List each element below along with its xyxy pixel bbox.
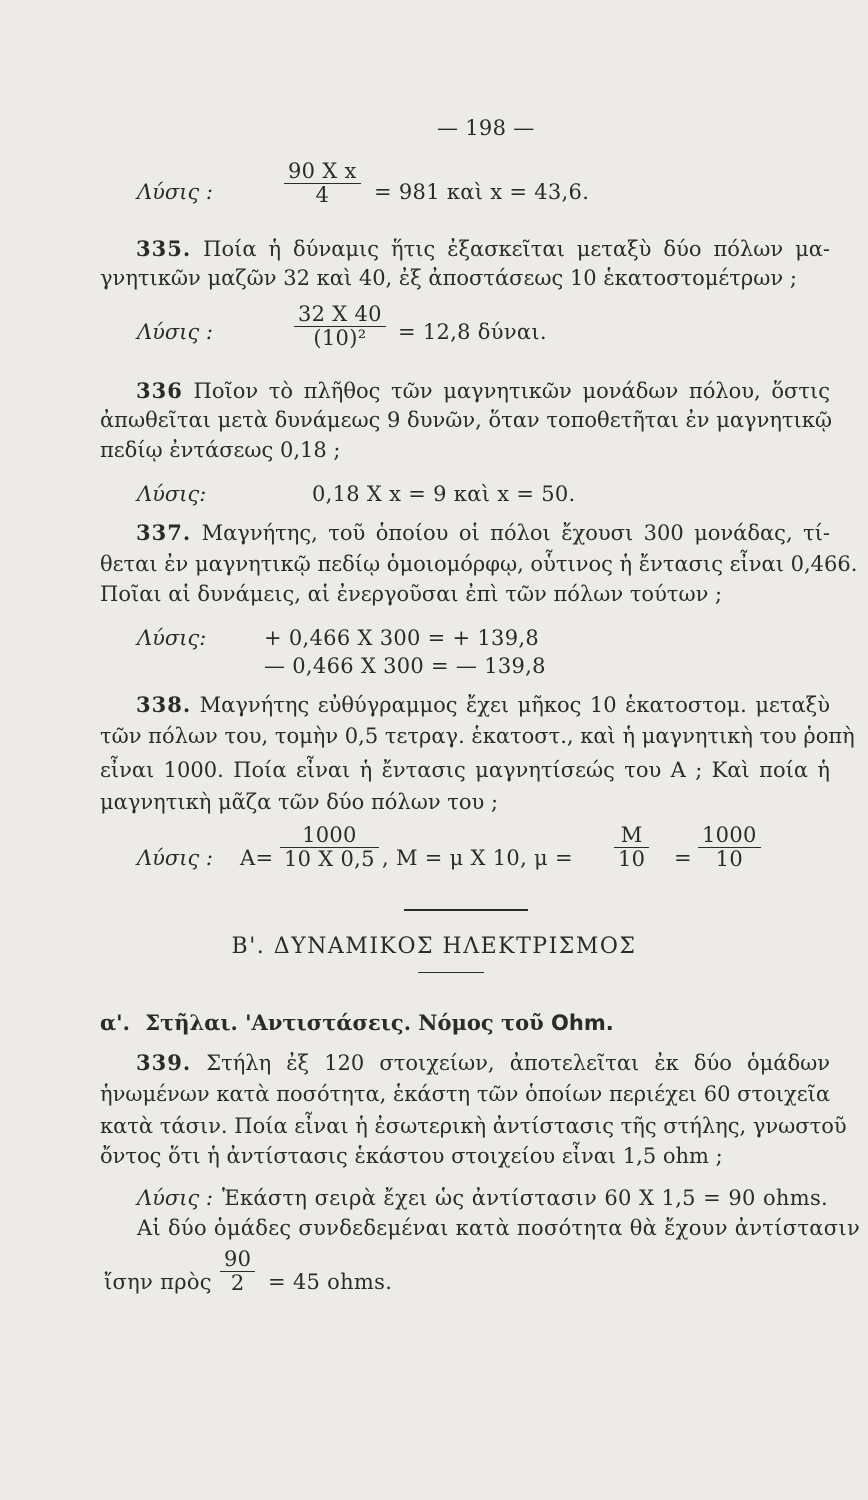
- problem-text: Μαγνήτης, τοῦ ὁποίου οἱ πόλοι ἔχουσι 300 μονάδας, τί-: [201, 521, 830, 545]
- equation: 0,18 X x = 9 καὶ x = 50.: [312, 482, 576, 506]
- fraction-denominator: 10: [715, 847, 743, 872]
- solution-text: = 45 ohms.: [268, 1270, 393, 1294]
- equation-rest: = 12,8 δύναι.: [398, 320, 547, 344]
- fraction-numerator: Μ: [614, 824, 649, 848]
- problem-line: κατὰ τάσιν. Ποία εἶναι ἡ ἐσωτερικὴ ἀντίστασις τῆς στήλης, γνωστοῦ: [100, 1114, 847, 1138]
- problem-line: [100, 236, 830, 261]
- problem-line: τῶν πόλων του, τομὴν 0,5 τετραγ. ἑκατοστ., καὶ ἡ μαγνητικὴ του ῥοπὴ: [100, 724, 855, 748]
- solution-label: Λύσις :: [137, 846, 214, 870]
- fraction: [698, 824, 761, 871]
- problem-text: Ποῖον τὸ πλῆθος τῶν μαγνητικῶν μονάδων πόλου, ὅστις: [193, 379, 830, 403]
- chapter-heading: Β'. ΔΥΝΑΜΙΚΟΣ ΗΛΕΚΤΡΙΣΜΟΣ: [231, 934, 637, 959]
- fraction-numerator: 1000: [280, 824, 379, 848]
- problem-line: μαγνητικὴ μᾶζα τῶν δύο πόλων του ;: [100, 790, 499, 814]
- section-title-text: Στῆλαι. 'Αντιστάσεις. Νόμος τοῦ: [145, 1010, 544, 1035]
- problem-text: Μαγνήτης εὐθύγραμμος ἔχει μῆκος 10 ἑκατοστομ. μεταξὺ: [199, 693, 830, 717]
- problem-text: Στήλη ἐξ 120 στοιχείων, ἀποτελεῖται ἐκ δύο ὁμάδων: [206, 1051, 830, 1075]
- solution-text: Αἱ δύο ὁμάδες συνδεδεμέναι κατὰ ποσότητα θὰ ἔχουν ἀντίστασιν: [137, 1216, 861, 1240]
- fraction-denominator: (10)²: [313, 326, 367, 351]
- fraction-numerator: 90 X x: [284, 160, 361, 184]
- problem-line: ἀπωθεῖται μετὰ δυνάμεως 9 δυνῶν, ὅταν τοποθετῆται ἐν μαγνητικῷ: [100, 408, 833, 432]
- solution-label: Λύσις:: [137, 482, 207, 506]
- section-prefix: α'.: [100, 1010, 130, 1035]
- problem-line: [100, 1050, 830, 1075]
- fraction-denominator: 2: [230, 1271, 245, 1296]
- problem-line: γνητικῶν μαζῶν 32 καὶ 40, ἐξ ἀποστάσεως 10 ἑκατοστομέτρων ;: [100, 266, 797, 290]
- section-title: [100, 1010, 614, 1035]
- problem-number: 336: [136, 378, 183, 403]
- equation-part: =: [674, 846, 692, 870]
- divider: [404, 909, 528, 911]
- problem-number: 337.: [136, 520, 192, 545]
- solution-label: Λύσις:: [137, 626, 207, 650]
- equation-part: , Μ = μ X 10, μ =: [382, 846, 573, 870]
- divider: [418, 972, 484, 973]
- problem-line: [100, 378, 830, 403]
- solution-text: Ἑκάστη σειρὰ ἔχει ὡς ἀντίστασιν 60 X 1,5 = 90 ohms.: [222, 1186, 828, 1210]
- problem-line: θεται ἐν μαγνητικῷ πεδίῳ ὁμοιομόρφῳ, οὗτινος ἡ ἔντασις εἶναι 0,466.: [100, 552, 858, 576]
- fraction-numerator: 90: [220, 1248, 255, 1272]
- problem-line: ὄντος ὅτι ἡ ἀντίστασις ἑκάστου στοιχείου εἶναι 1,5 ohm ;: [100, 1144, 723, 1168]
- fraction-denominator: 10 X 0,5: [284, 847, 375, 872]
- problem-number: 335.: [136, 236, 192, 261]
- solution-label: Λύσις :: [137, 320, 214, 344]
- equation: + 0,466 X 300 = + 139,8: [264, 626, 540, 650]
- problem-line: Ποῖαι αἱ δυνάμεις, αἱ ἐνεργοῦσαι ἐπὶ τῶν πόλων τούτων ;: [100, 582, 723, 606]
- fraction: [294, 303, 386, 350]
- problem-line: εἶναι 1000. Ποία εἶναι ἡ ἔντασις μαγνητίσεώς του Α ; Καὶ ποία ἡ: [100, 758, 830, 782]
- section-title-ohm: Ohm.: [551, 1011, 614, 1035]
- problem-number: 338.: [136, 692, 192, 717]
- equation: — 0,466 X 300 = — 139,8: [264, 654, 546, 678]
- fraction: [280, 824, 379, 871]
- problem-line: πεδίῳ ἐντάσεως 0,18 ;: [100, 438, 341, 462]
- page-number: — 198 —: [437, 116, 535, 140]
- fraction: [284, 160, 361, 207]
- equation-part: Α=: [240, 846, 274, 870]
- problem-line: [100, 520, 830, 545]
- fraction: [220, 1248, 255, 1295]
- solution-text: ἴσην πρὸς: [104, 1270, 212, 1294]
- solution-label: Λύσις :: [137, 1186, 214, 1210]
- fraction-denominator: 10: [618, 847, 646, 872]
- problem-text: Ποία ἡ δύναμις ἥτις ἐξασκεῖται μεταξὺ δύο πόλων μα-: [203, 237, 830, 261]
- problem-line: ἡνωμένων κατὰ ποσότητα, ἑκάστη τῶν ὁποίων περιέχει 60 στοιχεῖα: [100, 1082, 830, 1106]
- solution-label: Λύσις :: [137, 180, 214, 204]
- problem-line: [100, 692, 830, 717]
- fraction-denominator: 4: [315, 183, 330, 208]
- fraction-numerator: 32 X 40: [294, 303, 386, 327]
- equation-rest: = 981 καὶ x = 43,6.: [374, 180, 590, 204]
- fraction: [614, 824, 649, 871]
- fraction-numerator: 1000: [698, 824, 761, 848]
- problem-number: 339.: [136, 1050, 192, 1075]
